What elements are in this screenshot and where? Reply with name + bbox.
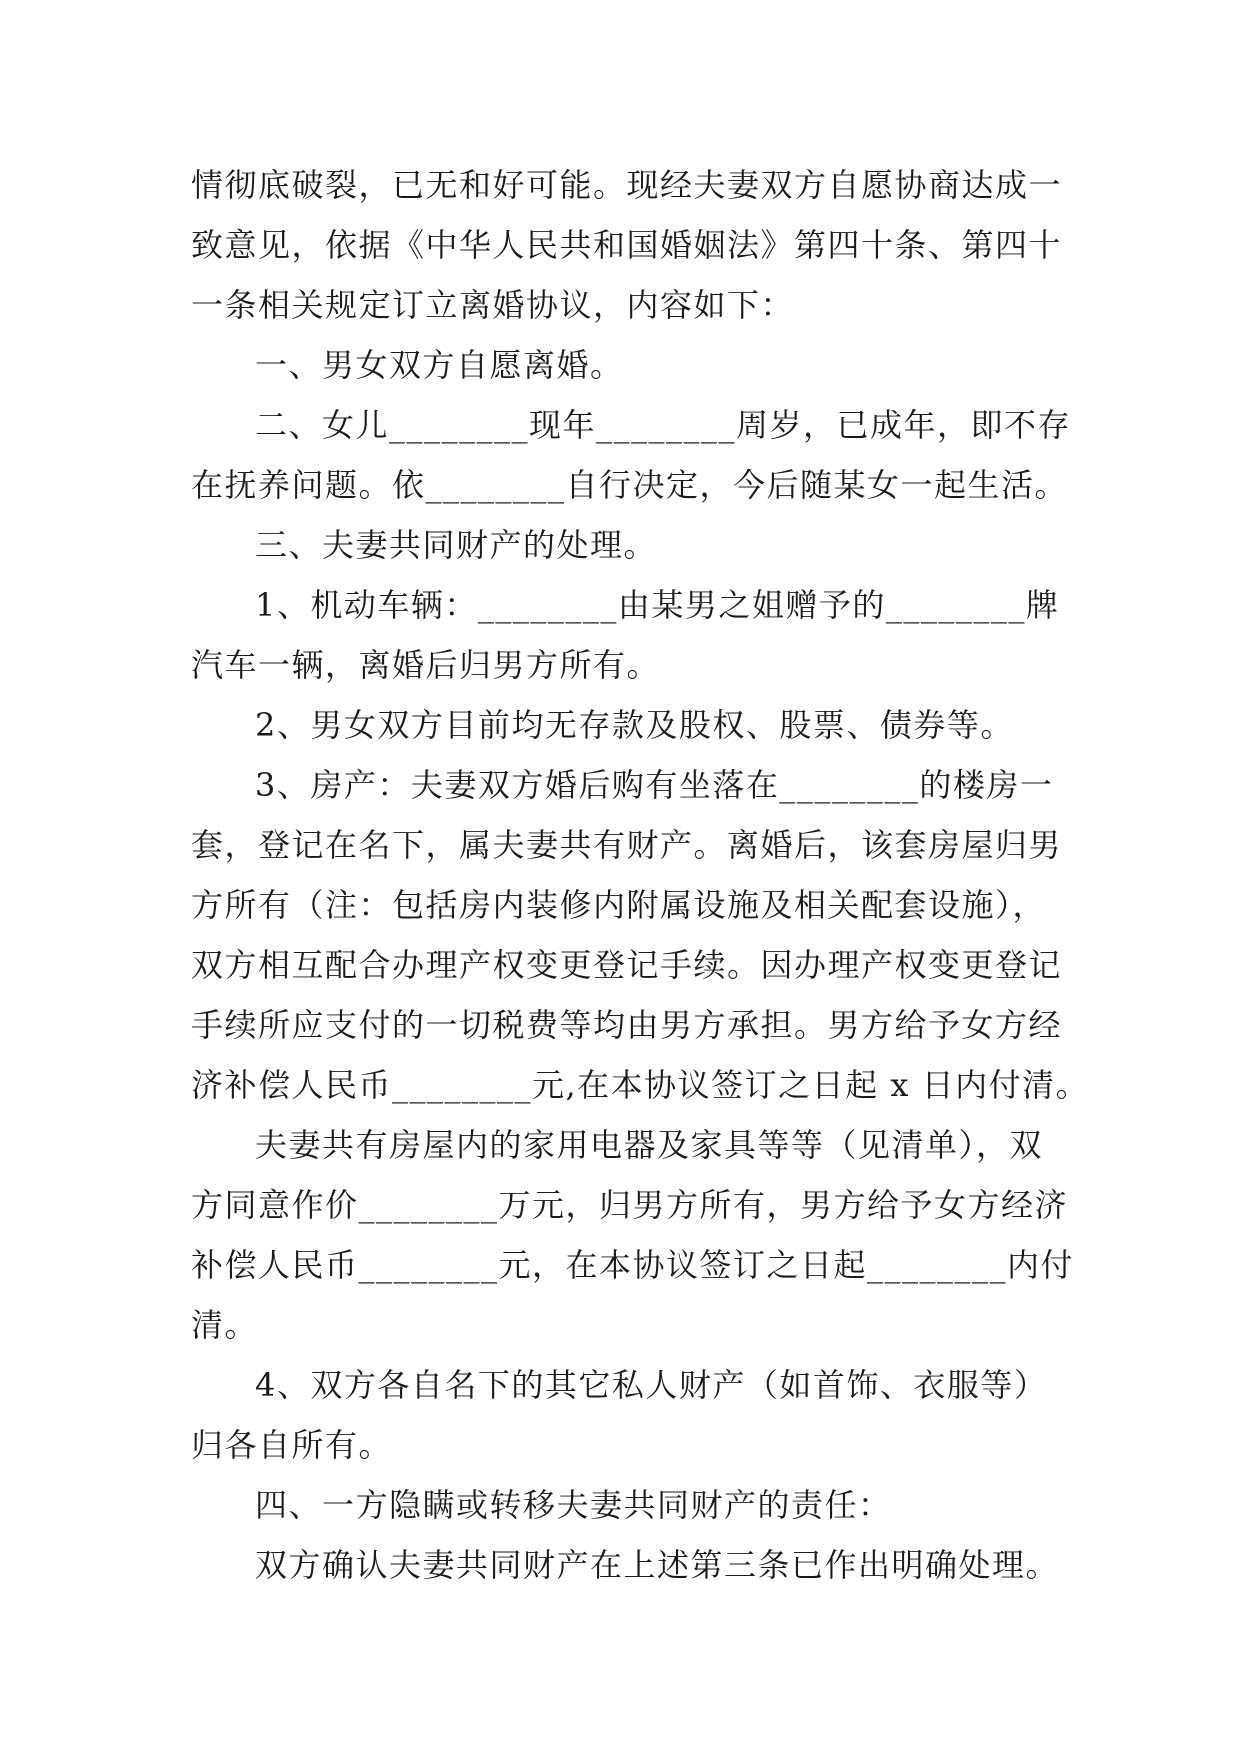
text-line: 方同意作价________万元，归男方所有，男方给予女方经济	[191, 1186, 1069, 1224]
text-line: 一条相关规定订立离婚协议，内容如下：	[191, 286, 795, 324]
clause-heading: 四、一方隐瞒或转移夫妻共同财产的责任：	[255, 1486, 892, 1524]
text-line: 方所有（注：包括房内装修内附属设施及相关配套设施），	[191, 886, 1047, 924]
paragraph-start: 双方确认夫妻共同财产在上述第三条已作出明确处理。	[255, 1546, 1060, 1584]
clause-heading: 三、夫妻共同财产的处理。	[255, 526, 658, 564]
sub-clause: 4、双方各自名下的其它私人财产（如首饰、衣服等）	[255, 1366, 1048, 1404]
text-line: 济补偿人民币________元,在本协议签订之日起 x 日内付清。	[191, 1066, 1090, 1104]
sub-clause: 3、房产：夫妻双方婚后购有坐落在________的楼房一	[255, 766, 1054, 804]
sub-clause: 2、男女双方目前均无存款及股权、股票、债券等。	[255, 706, 1014, 744]
text-line: 在抚养问题。依________自行决定，今后随某女一起生活。	[191, 466, 1069, 504]
clause-heading: 一、男女双方自愿离婚。	[255, 346, 624, 384]
text-line: 汽车一辆，离婚后归男方所有。	[191, 646, 661, 684]
paragraph-start: 夫妻共有房屋内的家用电器及家具等等（见清单），双	[255, 1126, 1044, 1164]
text-line: 补偿人民币________元，在本协议签订之日起________内付	[191, 1246, 1075, 1284]
text-line: 清。	[191, 1306, 259, 1344]
sub-clause: 1、机动车辆：________由某男之姐赠予的________牌	[255, 586, 1060, 624]
text-line: 致意见，依据《中华人民共和国婚姻法》第四十条、第四十	[191, 226, 1063, 264]
text-line: 手续所应支付的一切税费等均由男方承担。男方给予女方经	[191, 1006, 1063, 1044]
clause-heading: 二、女儿________现年________周岁，已成年，即不存	[255, 406, 1072, 444]
text-line: 套，登记在名下，属夫妻共有财产。离婚后，该套房屋归男	[191, 826, 1063, 864]
text-line: 情彻底破裂，已无和好可能。现经夫妻双方自愿协商达成一	[191, 166, 1063, 204]
text-line: 双方相互配合办理产权变更登记手续。因办理产权变更登记	[191, 946, 1063, 984]
text-line: 归各自所有。	[191, 1426, 393, 1464]
